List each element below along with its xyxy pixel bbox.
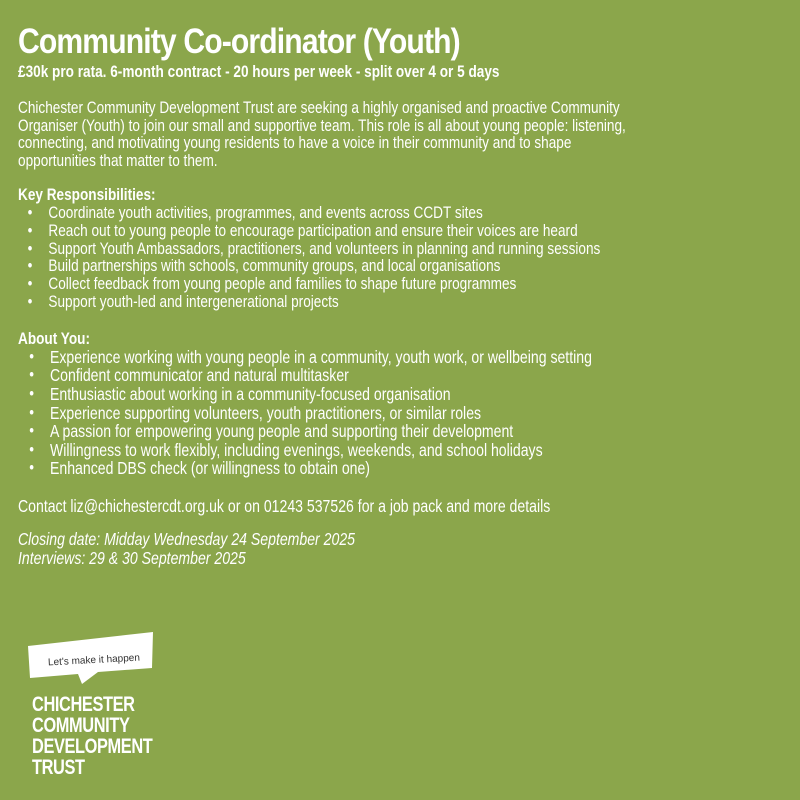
about-you-heading: About You:	[18, 328, 91, 348]
responsibilities-list	[18, 204, 788, 311]
list-item: • Enhanced DBS check (or willingness to obtain one)	[29, 458, 370, 479]
intro-paragraph	[18, 99, 788, 169]
list-item: • A passion for empowering young people and supporting their development	[29, 421, 514, 442]
job-advert	[18, 22, 788, 568]
logo-name-line: CHICHESTER	[32, 693, 135, 716]
intro-line: Organiser (Youth) to join our small and supportive team. This role is all about young people: listening,	[18, 115, 626, 135]
page-title: Community Co-ordinator (Youth)	[18, 22, 460, 61]
bullet-icon: •	[29, 402, 34, 422]
intro-line: opportunities that matter to them.	[18, 150, 218, 170]
logo-name-line: COMMUNITY	[32, 714, 130, 737]
bullet-icon: •	[27, 256, 33, 276]
intro-line: connecting, and motivating young residents to have a voice in their community and to shape	[18, 133, 572, 152]
bullet-icon: •	[29, 346, 34, 366]
bullet-icon: •	[29, 421, 34, 441]
pay-and-contract-details: £30k pro rata. 6-month contract - 20 hours per week - split over 4 or 5 days	[18, 62, 500, 81]
bullet-icon: •	[27, 291, 33, 311]
bullet-icon: •	[29, 458, 34, 478]
list-item: • Reach out to young people to encourage participation and ensure their voices are heard	[27, 220, 578, 240]
logo-name-line: TRUST	[32, 756, 85, 779]
organisation-logo	[28, 632, 168, 792]
logo-tagline: Let's make it happen	[47, 652, 141, 669]
list-item: • Collect feedback from young people and families to shape future programmes	[27, 274, 517, 294]
logo-wordmark	[32, 694, 152, 778]
logo-name-line: DEVELOPMENT	[32, 735, 153, 758]
bullet-icon: •	[27, 203, 33, 222]
list-item: • Confident communicator and natural multitasker	[29, 365, 349, 386]
list-item: • Build partnerships with schools, community groups, and local organisations	[27, 256, 501, 276]
bullet-icon: •	[27, 238, 33, 258]
bullet-icon: •	[29, 383, 34, 403]
list-item: • Enthusiastic about working in a community-focused organisation	[29, 383, 451, 404]
list-item: • Experience working with young people in a community, youth work, or wellbeing setting	[29, 346, 592, 367]
bullet-icon: •	[27, 220, 33, 240]
list-item: • Experience supporting volunteers, youth practitioners, or similar roles	[29, 402, 482, 423]
advert-body	[18, 62, 788, 568]
bullet-icon: •	[29, 365, 34, 385]
list-item: • Support youth-led and intergenerational projects	[27, 291, 339, 311]
bullet-icon: •	[27, 274, 33, 294]
list-item: • Coordinate youth activities, programmes, and events across CCDT sites	[27, 203, 483, 222]
closing-date: Closing date: Midday Wednesday 24 September 2025	[18, 528, 355, 549]
responsibilities-heading: Key Responsibilities:	[18, 185, 156, 204]
interview-dates: Interviews: 29 & 30 September 2025	[18, 547, 246, 568]
list-item: • Support Youth Ambassadors, practitioners, and volunteers in planning and running sessions	[27, 238, 601, 258]
list-item: • Willingness to work flexibly, including evenings, weekends, and school holidays	[29, 439, 543, 460]
contact-details: Contact liz@chichestercdt.org.uk or on 01243 537526 for a job pack and more details	[18, 495, 551, 516]
intro-line: Chichester Community Development Trust are seeking a highly organised and proactive Community	[18, 98, 620, 117]
bullet-icon: •	[29, 439, 34, 459]
about-you-list	[18, 348, 788, 478]
